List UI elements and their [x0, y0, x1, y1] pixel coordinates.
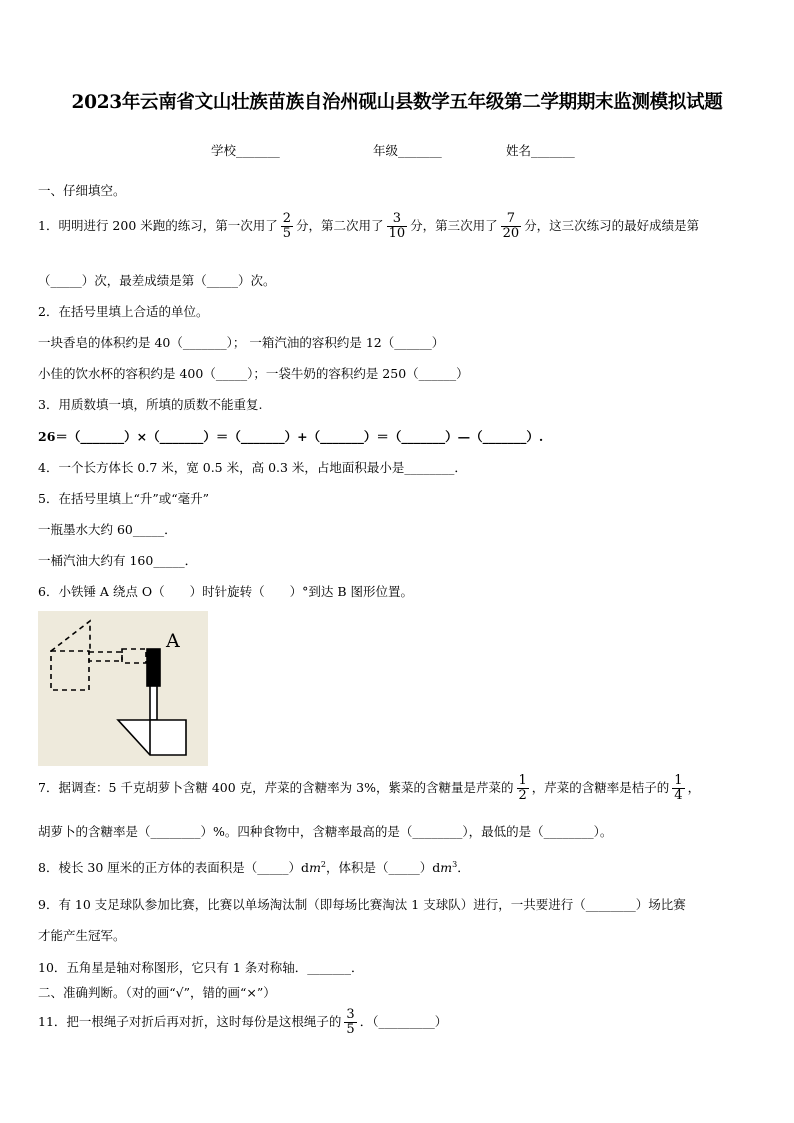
fraction: $\frac{3}{10}$ [388, 211, 406, 241]
question-1: 1．明明进行 200 米跑的练习，第一次用了 $\frac{2}{5}$ 分，第二次用了 $\frac{3}{10}$ 分，第三次用了 $\frac{7}{20}$ 分，这三次练习的最好成绩是第 [38, 211, 700, 241]
page-title: 2023年云南省文山壮族苗族自治州砚山县数学五年级第二学期期末监测模拟试题 [71, 92, 723, 113]
question-5: 5．在括号里填上“升”或“毫升” [38, 491, 210, 506]
question-5-line-1: 一瓶墨水大约 60_____． [38, 522, 177, 537]
hammer-rotation-diagram [38, 611, 208, 766]
question-10: 10．五角星是轴对称图形，它只有 1 条对称轴．_______． [38, 960, 364, 975]
solid-hammer [118, 649, 186, 755]
question-5-line-2: 一桶汽油大约有 160_____． [38, 553, 198, 568]
school-field[interactable]: 学校_______ [211, 143, 280, 158]
question-7: 7．据调查：5 千克胡萝卜含糖 400 克，芹菜的含糖率为 3%，紫菜的含糖量是芹菜的 $\frac{1}{2}$ ，芹菜的含糖率是桔子的 $\frac{1}{4}$ ， [38, 773, 701, 803]
question-2-line-1: 一块香皂的体积约是 40（_______）； 一箱汽油的容积约是 12（______） [38, 335, 445, 350]
fraction: $\frac{7}{20}$ [502, 211, 520, 241]
rotation-figure [38, 611, 208, 766]
question-1-line-2: （_____）次，最差成绩是第（_____）次。 [38, 273, 276, 288]
question-7-line-2: 胡萝卜的含糖率是（________）%。四种食物中，含糖率最高的是（________），最低的是（________）。 [38, 824, 613, 839]
label-a: A [166, 630, 180, 652]
question-6: 6．小铁锤 A 绕点 O（ ）时针旋转（ ）°到达 B 图形位置。 [38, 584, 414, 599]
question-3-equation: 26＝（_______）×（_______）＝（_______）+（_______）＝（_______）—（_______）. [38, 429, 544, 444]
question-4: 4．一个长方体长 0.7 米，宽 0.5 米，高 0.3 米，占地面积最小是________． [38, 460, 467, 475]
fraction: $\frac{1}{4}$ [674, 773, 683, 803]
section-heading-1: 一、仔细填空。 [38, 183, 126, 198]
grade-field[interactable]: 年级_______ [373, 143, 442, 158]
name-field[interactable]: 姓名_______ [506, 143, 575, 158]
question-2-line-2: 小佳的饮水杯的容积约是 400（_____）；一袋牛奶的容积约是 250（______） [38, 366, 469, 381]
fraction: $\frac{2}{5}$ [282, 211, 292, 241]
fraction: $\frac{3}{5}$ [346, 1007, 355, 1037]
question-2: 2．在括号里填上合适的单位。 [38, 304, 209, 319]
dashed-hammer [51, 621, 146, 690]
question-9-line-2: 才能产生冠军。 [38, 928, 126, 943]
question-8: 8．棱长 30 厘米的正方体的表面积是$(\_\_\_\_\_)dm^2$，体积是$(\_\_\_\_\_)dm^3$． [38, 859, 470, 875]
question-11: 11．把一根绳子对折后再对折，这时每份是这根绳子的 $\frac{3}{5}$ ．（_________） [38, 1007, 448, 1037]
section-heading-2: 二、准确判断。（对的画“√”，错的画“×”） [38, 985, 276, 1000]
fraction: $\frac{1}{2}$ [518, 773, 527, 803]
question-9: 9．有 10 支足球队参加比赛，比赛以单场淘汰制（即每场比赛淘汰 1 支球队）进行，一共要进行（________）场比赛 [38, 897, 686, 912]
question-3: 3．用质数填一填，所填的质数不能重复. [38, 397, 263, 412]
